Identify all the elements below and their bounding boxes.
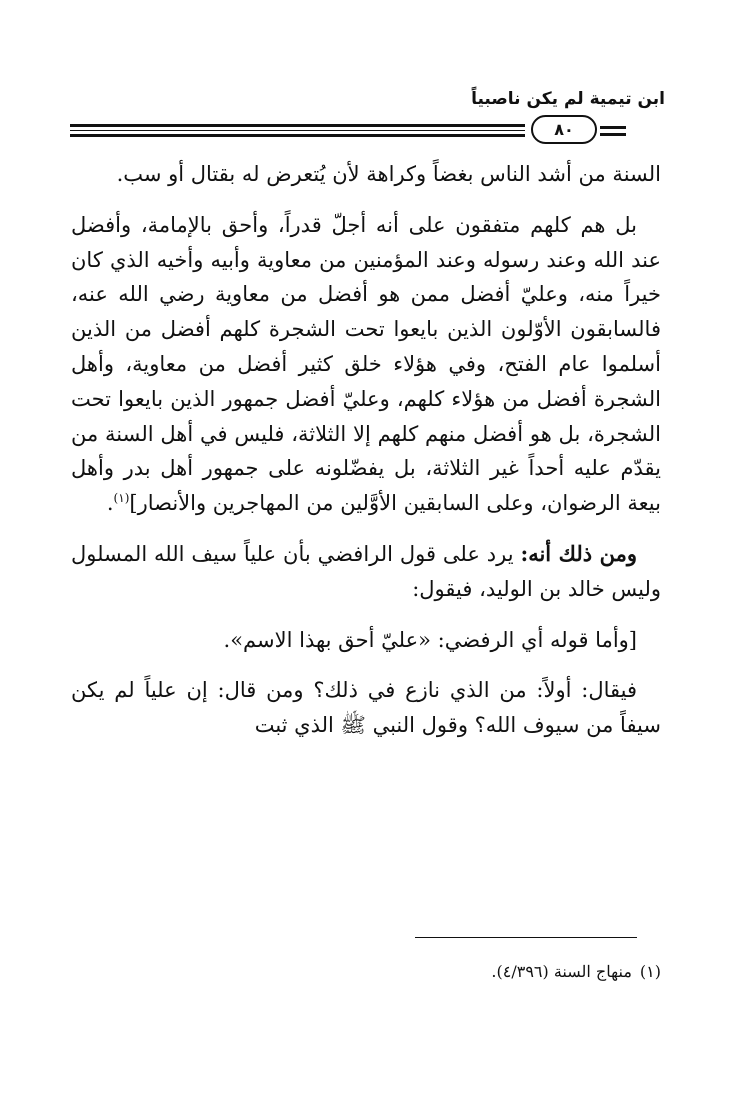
paragraph-3-lead: ومن ذلك أنه: — [520, 540, 638, 566]
paragraph-3 — [71, 537, 661, 607]
footnote-reference: (١) — [113, 491, 130, 506]
paragraph-2-text: بل هم كلهم متفقون على أنه أجلّ قدراً، وأحق بالإمامة، وأفضل عند الله وعند رسوله وعند المؤمنين من معاوية وأبيه وأخيه الذي كان خيراً منه، وعليّ أفضل ممن هو أفضل من معاوية رضي الله عنه، فالسابقون الأوّلون الذين بايعوا تحت الشجرة كلهم أفضل من الذين أسلموا عام الفتح، وفي هؤلاء خلق كثير أفضل من معاوية، وأهل الشجرة أفضل من هؤلاء كلهم، وعليّ أفضل جمهور الذين بايعوا تحت الشجرة، بل هو أفضل منهم كلهم إلا الثلاثة، فليس في أهل السنة من يقدّم عليه أحداً غير الثلاثة، بل يفضّلونه على جمهور أهل بدر وأهل بيعة الرضوان، وعلى السابقين الأوَّلين من المهاجرين والأنصار] — [71, 212, 661, 516]
footnote-number: (١) — [639, 962, 661, 981]
paragraph-2 — [71, 208, 661, 521]
footnote-text: منهاج السنة (٤/٣٩٦). — [491, 962, 632, 981]
header-ornament-top — [600, 126, 626, 129]
footnote-separator — [415, 937, 637, 938]
header-rule-thick-bottom — [70, 134, 525, 137]
header-rule-thin — [70, 130, 525, 131]
running-title: ابن تيمية لم يكن ناصبياً — [471, 89, 665, 109]
paragraph-5: فيقال: أولاً: من الذي نازع في ذلك؟ ومن قال: إن علياً لم يكن سيفاً من سيوف الله؟ وقول النبي ﷺ الذي ثبت — [71, 678, 661, 738]
header-rule-thick-top — [70, 124, 525, 127]
header-ornament-bottom — [600, 133, 626, 136]
paragraph-2-end: . — [106, 491, 114, 516]
paragraph-3-text: يرد على قول الرافضي بأن علياً سيف الله المسلول وليس خالد بن الوليد، فيقول: — [71, 541, 661, 601]
paragraph-1: السنة من أشد الناس بغضاً وكراهة لأن يُتعرض له بقتال أو سب. — [116, 162, 661, 186]
page-number: ٨٠ — [531, 115, 597, 144]
body-text — [71, 157, 661, 759]
paragraph-4: [وأما قوله أي الرفضي: «عليّ أحق بهذا الاسم». — [223, 627, 637, 652]
footnote-1 — [491, 960, 661, 984]
